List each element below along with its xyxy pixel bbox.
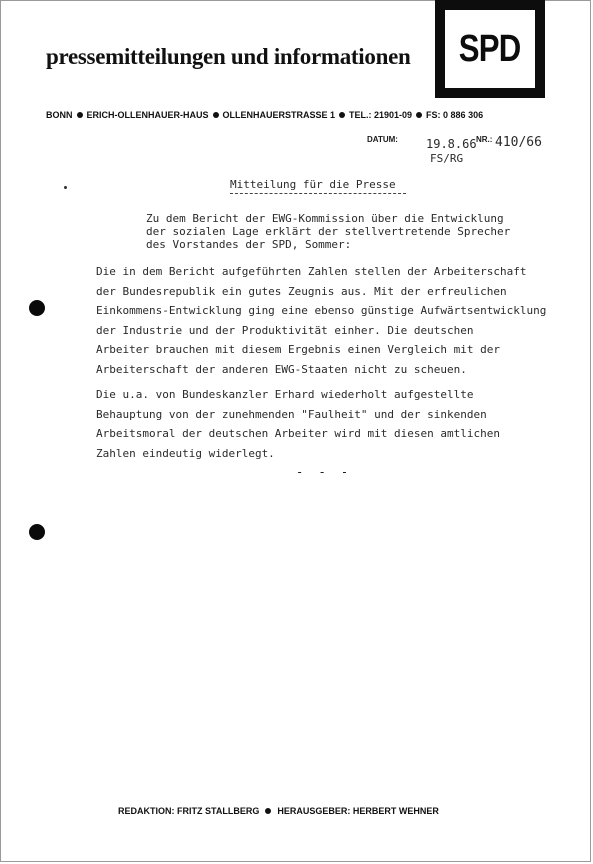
nr-value: 410/66 xyxy=(495,135,542,150)
paragraph-line: Arbeitsmoral der deutschen Arbeiter wird mit diesen amtlichen xyxy=(96,427,500,440)
nr-label: NR.: xyxy=(476,135,493,144)
paragraph-line: Einkommens-Entwicklung ging eine ebenso günstige Aufwärtsentwicklung xyxy=(96,304,547,317)
reference-code: FS/RG xyxy=(430,152,464,165)
address-street: OLLENHAUERSTRASSE 1 xyxy=(222,110,336,120)
bullet-separator xyxy=(339,112,345,118)
spd-logo-box xyxy=(445,10,535,88)
bullet-separator xyxy=(265,808,271,814)
paragraph-line: Behauptung von der zunehmenden "Faulheit" und der sinkenden xyxy=(96,407,487,421)
datum-label: DATUM: xyxy=(367,135,398,144)
address-telex: FS: 0 886 306 xyxy=(426,110,484,120)
paragraph-line: Arbeiterschaft der anderen EWG-Staaten nicht zu scheuen. xyxy=(96,362,467,376)
punch-hole xyxy=(29,300,45,316)
bullet-separator xyxy=(77,112,83,118)
address-building: ERICH-OLLENHAUER-HAUS xyxy=(86,110,209,120)
address-line xyxy=(46,110,556,120)
bullet-separator xyxy=(416,112,422,118)
paragraph-1 xyxy=(96,262,566,379)
footer-line xyxy=(118,806,439,816)
spd-logo-text: SPD xyxy=(459,27,521,70)
end-mark: - - - xyxy=(296,465,353,479)
footer-herausgeber: HERAUSGEBER: HERBERT WEHNER xyxy=(277,806,439,816)
spd-logo xyxy=(435,0,545,98)
letterhead-title: pressemitteilungen und informationen xyxy=(46,44,411,69)
paragraph-line: der Industrie und der Produktivität einher. Die deutschen xyxy=(96,323,474,337)
paragraph-line: Die in dem Bericht aufgeführten Zahlen stellen der Arbeiterschaft xyxy=(96,265,527,278)
title-underline xyxy=(230,193,406,194)
intro-line: des Vorstandes der SPD, Sommer: xyxy=(146,238,352,251)
address-phone: TEL.: 21901-09 xyxy=(349,110,413,120)
paragraph-line: der Bundesrepublik ein gutes Zeugnis aus. Mit der erfreulichen xyxy=(96,284,507,298)
footer-redaktion: REDAKTION: FRITZ STALLBERG xyxy=(118,806,260,816)
document-title: Mitteilung für die Presse xyxy=(230,178,396,191)
punch-hole xyxy=(29,524,45,540)
bullet-separator xyxy=(213,112,219,118)
intro-line: der sozialen Lage erklärt der stellvertretende Sprecher xyxy=(146,225,511,238)
datum-value: 19.8.66 xyxy=(426,137,477,151)
paragraph-line: Arbeiter brauchen mit diesem Ergebnis einen Vergleich mit der xyxy=(96,343,500,356)
paragraph-2 xyxy=(96,385,566,463)
intro-line: Zu dem Bericht der EWG-Kommission über die Entwicklung xyxy=(146,212,504,225)
intro-text xyxy=(146,212,546,251)
ink-speck xyxy=(64,186,67,189)
paragraph-line: Zahlen eindeutig widerlegt. xyxy=(96,446,275,460)
paragraph-line: Die u.a. von Bundeskanzler Erhard wiederholt aufgestellte xyxy=(96,388,474,401)
address-city: BONN xyxy=(46,110,73,120)
